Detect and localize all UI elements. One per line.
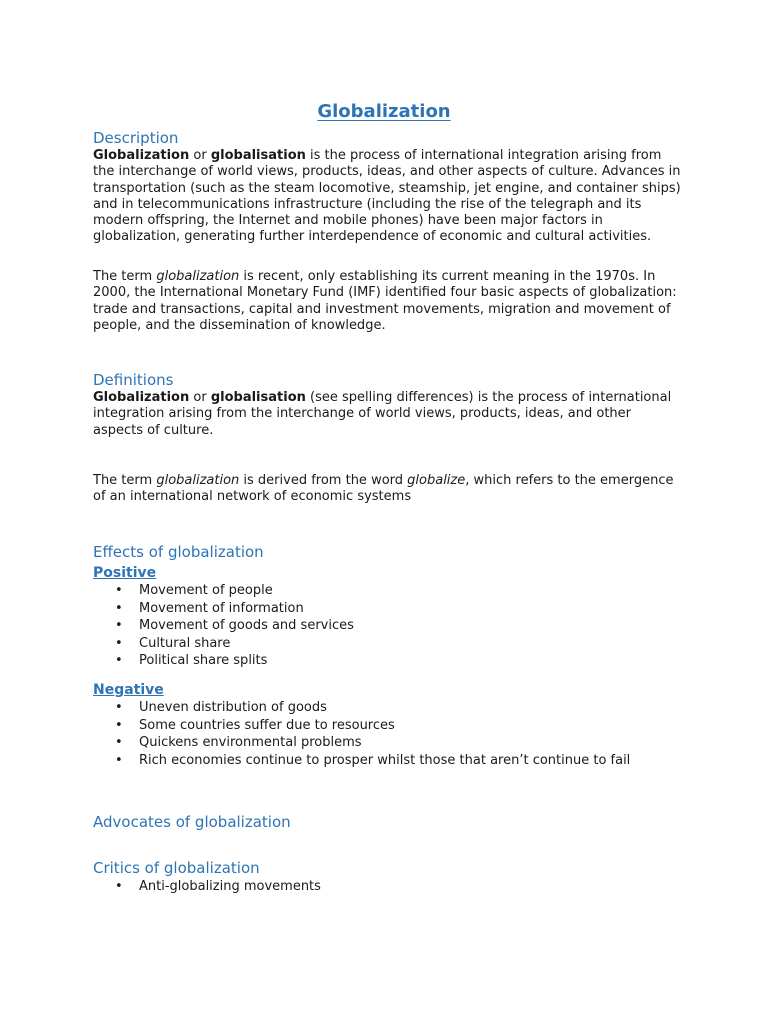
- term-globalization: Globalization: [93, 148, 190, 163]
- critics-section: [93, 858, 683, 896]
- description-paragraph-2-text: is recent, only establishing its current meaning in the 1970s. In 2000, the International Monetary Fund (IMF) identified four basic aspects of globalization: trade and transactions, capital and investment movements, migration and movement of people, and the dissemination of knowledge.: [93, 269, 677, 333]
- definitions-heading: Definitions: [93, 371, 174, 389]
- critics-heading: Critics of globalization: [93, 859, 260, 877]
- description-paragraph-2-block: [93, 269, 683, 334]
- advocates-section: [93, 812, 683, 832]
- document-title: Globalization: [317, 101, 451, 122]
- term-globalisation: globalisation: [210, 148, 306, 163]
- list-item: • Anti-globalizing movements: [93, 878, 683, 896]
- negative-section: [93, 681, 683, 769]
- text-derived-from: is derived from the word: [239, 473, 408, 488]
- description-paragraph-1: [93, 148, 683, 246]
- text-the-term: The term: [93, 269, 157, 284]
- effects-section: [93, 542, 683, 670]
- list-item: • Uneven distribution of goods: [93, 699, 683, 717]
- positive-heading: Positive: [93, 565, 157, 581]
- term-globalization-italic: globalization: [156, 473, 240, 488]
- list-item: • Cultural share: [93, 635, 683, 653]
- list-item: • Movement of goods and services: [93, 617, 683, 635]
- term-globalisation: globalisation: [210, 390, 306, 405]
- text-the-term: The term: [93, 473, 157, 488]
- advocates-heading: Advocates of globalization: [93, 813, 291, 831]
- description-paragraph-2: [93, 269, 683, 334]
- term-globalization-italic: globalization: [156, 269, 240, 284]
- description-heading: Description: [93, 129, 179, 147]
- negative-heading: Negative: [93, 682, 164, 698]
- positive-list: [93, 582, 683, 670]
- term-globalization: Globalization: [93, 390, 190, 405]
- definitions-paragraph-2-block: [93, 473, 683, 506]
- description-section: [93, 128, 683, 246]
- definitions-paragraph-2-text: , which refers to the emergence of an international network of economic systems: [93, 473, 674, 505]
- text-or: or: [189, 390, 211, 405]
- text-or: or: [189, 148, 211, 163]
- negative-list: [93, 699, 683, 769]
- definitions-paragraph-2: [93, 473, 683, 506]
- list-item: • Quickens environmental problems: [93, 734, 683, 752]
- list-item: • Movement of people: [93, 582, 683, 600]
- effects-heading: Effects of globalization: [93, 543, 264, 561]
- list-item: • Some countries suffer due to resources: [93, 717, 683, 735]
- definitions-section: [93, 370, 683, 439]
- list-item: • Rich economies continue to prosper whilst those that aren’t continue to fail: [93, 752, 683, 770]
- definitions-paragraph-1: [93, 390, 683, 439]
- term-globalize-italic: globalize: [407, 473, 466, 488]
- list-item: • Political share splits: [93, 652, 683, 670]
- definitions-paragraph-1-text: (see spelling differences) is the process of international integration arising from the interchange of world views, products, ideas, and other aspects of culture.: [93, 390, 672, 438]
- description-paragraph-1-text: is the process of international integration arising from the interchange of world views, products, ideas, and other aspects of culture. Advances in transportation (such as the steam locomotive, steamship, jet engine, and container ships) and in telecommunications infrastructure (including the rise of the telegraph and its modern offspring, the Internet and mobile phones) have been major factors in globalization, generating further interdependence of economic and cultural activities.: [93, 148, 681, 245]
- list-item: • Movement of information: [93, 600, 683, 618]
- critics-list: [93, 878, 683, 896]
